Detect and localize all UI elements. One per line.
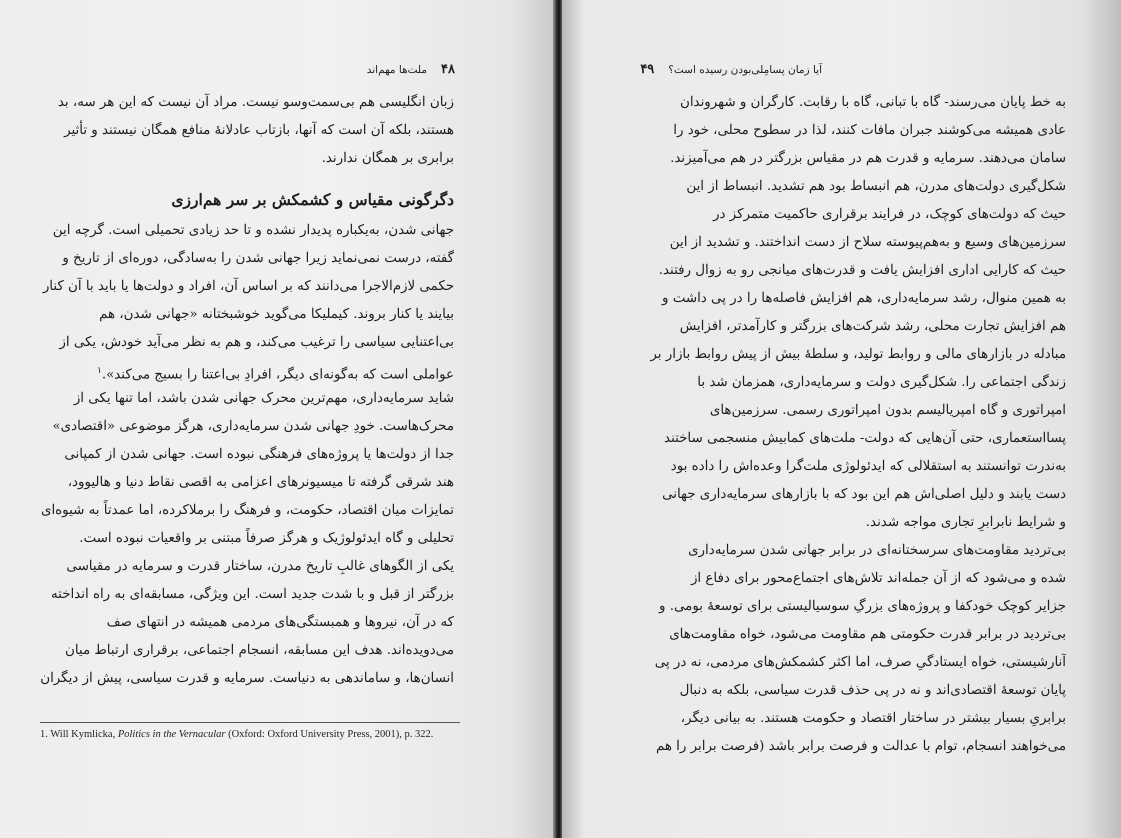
footnote xyxy=(40,728,460,741)
left-running-title: ملت‌ها مهم‌اند xyxy=(366,64,428,76)
right-page xyxy=(562,0,1121,838)
text-line: حیث که دولت‌های کوچک، در فرایند برقراری حاکمیت متمرکز در xyxy=(713,207,1066,222)
text-line: که در آن، نیروها و همبستگی‌های مردمی همیشه در انتهای صف xyxy=(106,615,454,630)
text-line: هند شرقی گرفته تا میسیونرهای اعزامی به اقصی نقاط دنیا و هالیوود، xyxy=(67,475,454,490)
paragraph xyxy=(40,385,454,553)
footnote-marker: ۱ xyxy=(96,366,102,376)
paragraph xyxy=(40,553,454,693)
text-line: بی‌تردید در برابر قدرت حکومتی هم مقاومت می‌شود، خواه مقاومت‌های xyxy=(669,627,1066,642)
left-page-number: ۴۸ xyxy=(441,62,455,77)
text-line: حیث که کارایی اداری افزایش یافت و قدرت‌های میانجی رو به زوال رفتند. xyxy=(658,263,1066,278)
text-line: زندگی اجتماعی را. شکل‌گیری دولت و سرمایه‌داری، همزمان شد با xyxy=(697,375,1066,390)
footnote-divider xyxy=(40,722,460,723)
right-page-number: ۴۹ xyxy=(640,62,655,77)
text-line: جهانی شدن، به‌یکباره پدیدار نشده و تا حد زیادی تحمیلی است. گرچه این xyxy=(52,223,454,238)
text-line: شکل‌گیری دولت‌های مدرن، هم انبساط بود هم تشدید. انبساط از این xyxy=(686,179,1066,194)
text-line: آنارشیستی، خواه ایستادگیِ صرف، اما اکثر کشمکش‌های مردمی، نه در پی xyxy=(654,655,1066,670)
text-line-content: عواملی است که به‌گونه‌ای دیگر، افرادِ بی‌اعتنا را بسیج می‌کند». xyxy=(101,367,454,383)
text-line: پسااستعماری، حتی آن‌هایی که دولت- ملت‌های کمابیش منسجمی ساختند xyxy=(664,431,1066,446)
text-line: تحلیلی و گاه ایدئولوژیک و هرگز صرفاً مبتنی بر واقعیات نبوده است. xyxy=(79,531,454,546)
text-line: و شرایط نابرابرِ تجاری مواجه شدند. xyxy=(865,515,1066,530)
text-line: برابریِ بسیار بیشتر در ساختار اقتصاد و حکومت هستند. به بیانی دیگر، xyxy=(680,711,1066,726)
text-line: هستند، بلکه آن است که آنها، بازتاب عادلانهٔ منافع همگان نیستند و تأثیر xyxy=(64,123,454,138)
text-line xyxy=(40,357,454,385)
text-line: گفته، درست نمی‌نماید زیرا جهانی شدن را به‌سادگی، دوره‌ای از تاریخ و xyxy=(62,251,454,266)
text-line: محرک‌هاست. خودِ جهانی شدن سرمایه‌داری، هرگز موضوعی «اقتصادی» xyxy=(52,419,454,434)
text-line: انسان‌ها، و ساماندهی به دنیاست. سرمایه و قدرت سیاسی، پیش از دیگران xyxy=(40,671,454,686)
left-page-header xyxy=(366,62,455,82)
section-heading: دگرگونی مقیاس و کشمکش بر سر هم‌ارزی xyxy=(171,190,454,209)
text-line: به همین منوال، رشد سرمایه‌داری، هم افزایش فاصله‌ها را در پی داشت و xyxy=(662,291,1066,306)
text-line: شاید سرمایه‌داری، مهم‌ترین محرک جهانی شدن باشد، اما تنها یکی از xyxy=(73,391,454,406)
text-line: حکمی لازم‌الاجرا می‌دانند که بر اساس آن، افراد و دولت‌ها یا باید با آن کنار xyxy=(42,279,454,294)
text-line: می‌خواهند انسجام، توام با عدالت و فرصت برابر باشد (فرصت برابر را هم xyxy=(655,739,1066,754)
text-line: زبان انگلیسی هم بی‌سمت‌وسو نیست. مراد آن نیست که این هر سه، بد xyxy=(57,95,454,110)
right-page-header xyxy=(640,62,822,82)
text-line: دست یابند و دلیل اصلی‌اش هم این بود که با بازارهای سرمایه‌داری جهانی xyxy=(662,487,1066,502)
text-line: به خط پایان می‌رسند- گاه با تبانی، گاه با رقابت. کارگران و شهروندان xyxy=(680,95,1066,110)
paragraph xyxy=(650,537,1066,761)
text-line: جزایر کوچک خودکفا و پروژه‌های بزرگِ سوسیالیستی برای توسعهٔ بومی. و xyxy=(659,599,1066,614)
text-line: برابری بر همگان ندارند. xyxy=(321,151,454,166)
left-page-body xyxy=(40,89,454,693)
text-line: سرزمین‌های وسیع و به‌هم‌پیوسته سلاح از دست انداختند. و تشدید از این xyxy=(669,235,1066,250)
paragraph xyxy=(650,173,1066,537)
text-line: عادی همیشه می‌کوشند جبران مافات کنند، لذا در سطوح محلی، خود را xyxy=(673,123,1066,138)
text-line: می‌دویده‌اند. هدف این مسابقه، انسجام اجتماعی، برقراری ارتباط میان xyxy=(65,643,454,658)
text-line: به‌ندرت توانستند به استقلالی که ایدئولوژی ملت‌گرا وعده‌اش را داده بود xyxy=(670,459,1066,474)
text-line: پایان توسعهٔ اقتصادی‌اند و نه در پی حذف قدرت سیاسی، بلکه به دنبال xyxy=(679,683,1066,698)
text-line: سامان می‌دهند. سرمایه و قدرت هم در مقیاس بزرگتر در هم می‌آمیزند. xyxy=(670,151,1066,166)
text-line: مبادله در بازارهای مالی و روابط تولید، و سلطهٔ بیش از پیش روابط بازار بر xyxy=(650,347,1066,362)
right-page-body xyxy=(650,89,1066,761)
text-line: جدا از دولت‌ها یا پروژه‌های فرهنگی نبوده است. جهانی شدن از کمپانی xyxy=(64,447,454,462)
text-line: بی‌اعتنایی سیاسی را ترغیب می‌کند، و هم به نظر می‌آید خودش، یکی از xyxy=(59,335,454,350)
footnote-publication: (Oxford: Oxford University Press, 2001), p. 322. xyxy=(228,729,434,740)
text-line: شده و می‌شود که از آن جمله‌اند تلاش‌های اجتماع‌محور برای دفاع از xyxy=(690,571,1066,586)
text-line: یکی از الگوهای غالبِ تاریخ مدرن، ساختار قدرت و سرمایه در مقیاسی xyxy=(66,559,454,574)
paragraph xyxy=(40,89,454,173)
text-line: بی‌تردید مقاومت‌های سرسختانه‌ای در برابر جهانی شدن سرمایه‌داری xyxy=(688,543,1066,558)
paragraph xyxy=(650,89,1066,173)
footnote-author: Will Kymlicka, xyxy=(50,729,116,740)
text-line: بزرگتر از قبل و با شدت جدید است. این ویژگی، مسابقه‌ای به راه انداخته xyxy=(51,587,454,602)
text-line: تمایزات میان اقتصاد، حکومت، و فرهنگ را برملاکرده، اما عمدتاً به شیوه‌ای xyxy=(40,503,454,518)
text-line: هم افزایش تجارت محلی، رشد شرکت‌های بزرگتر و کارآمدتر، افزایش xyxy=(679,319,1066,334)
left-page xyxy=(0,0,555,838)
text-line: بیایند یا کنار بروند. کیملیکا می‌گوید خوشبختانه «جهانی شدن، هم xyxy=(99,307,454,322)
footnote-book-title: Politics in the Vernacular xyxy=(117,729,226,740)
text-line: امپراتوری و گاه امپریالیسم بدون امپراتوری رسمی. سرزمین‌های xyxy=(709,403,1066,418)
footnote-number: 1. xyxy=(40,729,48,740)
paragraph xyxy=(40,217,454,385)
right-running-title: آیا زمان پسامِلی‌بودن رسیده است؟ xyxy=(668,64,822,76)
